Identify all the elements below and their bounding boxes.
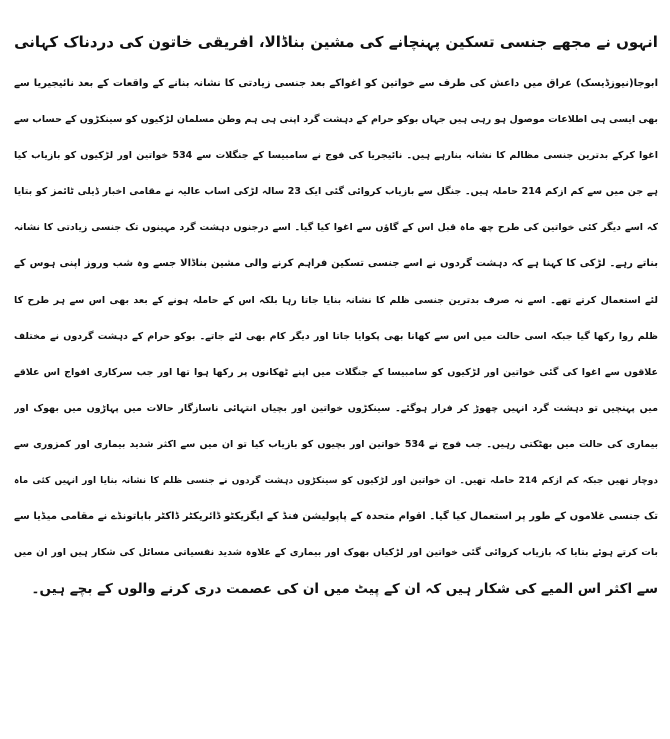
article-line: کہ اسے دیگر کئی خواتین کی طرح چھ ماہ قبل اس کے گاؤں سے اغوا کیا گیا۔ اسے درجنوں دہشت گرد مہینوں تک جنسی زیادتی کا نشانہ (14, 222, 658, 234)
article-line: بیماری کی حالت میں بھٹکتی رہیں۔ جب فوج نے 534 خواتین اور بچیوں کو بازیاب کیا تو ان میں سے اکثر شدید بیماری اور کمزوری سے (14, 438, 658, 450)
article-line: ابوجا(نیوزڈیسک) عراق میں داعش کی طرف سے خواتین کو اغواکے بعد جنسی زیادتی کا نشانہ بنانے کے واقعات کے بعد نائیجیریا سے (14, 78, 658, 89)
article-line: میں پہنچیں تو دہشت گرد انہیں چھوڑ کر فرار ہوگئے۔ سینکڑوں خواتین اور بچیاں انتہائی ناسازگار حالات میں پہاڑوں میں بھوک اور (14, 402, 658, 414)
article-body (14, 66, 658, 607)
article-line: سے اکثر اس المیے کی شکار ہیں کہ ان کے پیٹ میں ان کی عصمت دری کرنے والوں کے بچے ہیں۔ (31, 581, 658, 598)
news-article (14, 0, 658, 607)
article-line: دوچار تھیں جبکہ کم ازکم 214 حاملہ تھیں۔ ان خواتین اور لڑکیوں کو سینکڑوں دہشت گردوں نے جنسی ظلم کا نشانہ بنایا اور انہیں کئی ماہ (14, 476, 658, 487)
article-line: ہے جن میں سے کم ازکم 214 حاملہ ہیں۔ جنگل سے بازیاب کروائی گئی ایک 23 سالہ لڑکی اساب عالیہ نے مقامی اخبار ڈیلی ٹائمز کو بتایا (14, 186, 658, 198)
article-headline: انہوں نے مجھے جنسی تسکین پہنچانے کی مشین بناڈالا، افریقی خاتون کی دردناک کہانی (14, 33, 658, 51)
article-line: لئے استعمال کرتے تھے۔ اسے نہ صرف بدترین جنسی ظلم کا نشانہ بنایا جاتا رہا بلکہ اس کے حاملہ ہونے کے بعد بھی اس سے ہر طرح کا (14, 294, 658, 306)
article-line: بناتے رہے۔ لڑکی کا کہنا ہے کہ دہشت گردوں نے اسے جنسی تسکین فراہم کرنے والی مشین بناڈالا جسے وہ شب وروز اپنی ہوس کے (14, 258, 658, 270)
article-line: بھی ایسی ہی اطلاعات موصول ہو رہی ہیں جہاں بوکو حرام کے دہشت گرد اپنی ہی ہم وطن مسلمان لڑکیوں کو سینکڑوں کے حساب سے (14, 114, 658, 126)
article-line: ظلم روا رکھا گیا جبکہ اسی حالت میں اس سے کھانا بھی پکوایا جاتا اور دیگر کام بھی لئے جاتے۔ بوکو حرام کے دہشت گردوں نے مختلف (14, 330, 658, 342)
article-line: تک جنسی غلاموں کے طور پر استعمال کیا گیا۔ اقوام متحدہ کے پاپولیشن فنڈ کے ایگزیکٹو ڈائریکٹر ڈاکٹر باباتونڈے نے مقامی میڈیا سے (14, 511, 658, 523)
article-line: بات کرتے ہوئے بتایا کہ بازیاب کروائی گئی خواتین اور لڑکیاں بھوک اور بیماری کے علاوہ شدید نفسیاتی مسائل کی شکار ہیں اور ان میں (14, 547, 658, 559)
article-line: اغوا کرکے بدترین جنسی مظالم کا نشانہ بنارہے ہیں۔ نائیجریا کی فوج نے سامبیسا کے جنگلات سے 534 خواتین اور لڑکیوں کو بازیاب کیا (14, 150, 658, 162)
article-line: علاقوں سے اغوا کی گئی خواتین اور لڑکیوں کو سامبیسا کے جنگلات میں اپنے ٹھکانوں پر رکھا ہوا تھا اور جب سرکاری افواج اس علاقے (14, 366, 658, 378)
